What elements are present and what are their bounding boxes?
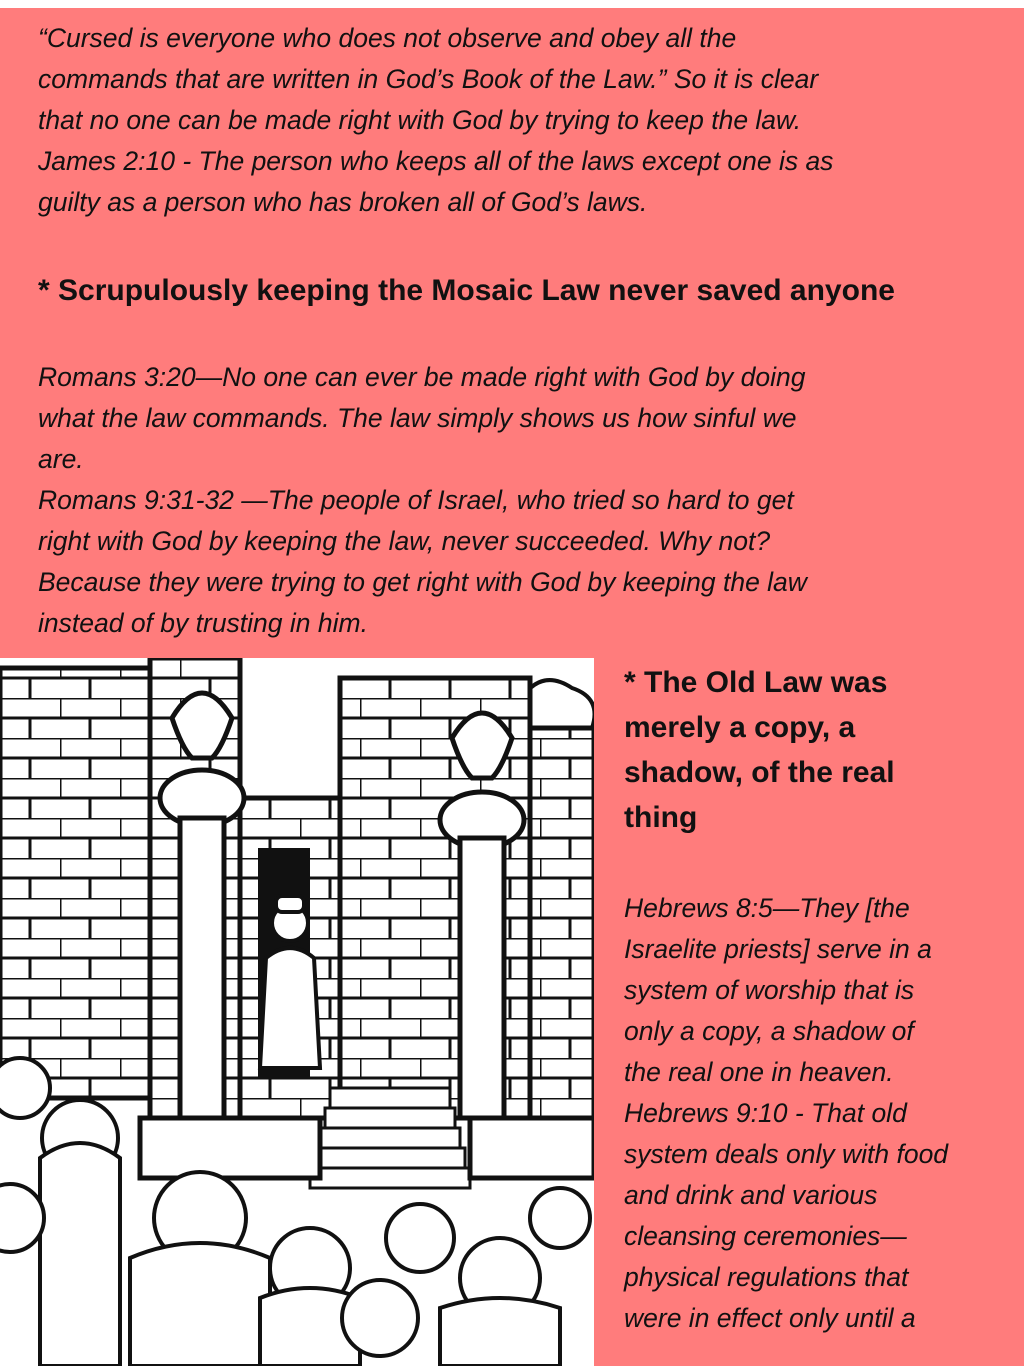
text-line: cleansing ceremonies— [624,1221,907,1251]
hebrews-paragraph [624,888,948,1339]
text-line: James 2:10 - The person who keeps all of the laws except one is as [38,146,834,176]
text-line: Romans 9:31-32 —The people of Israel, who tried so hard to get [38,485,794,515]
text-line: system of worship that is [624,975,915,1005]
text-line: physical regulations that [624,1262,909,1292]
text-line: instead of by trusting in him. [38,608,368,638]
old-law-heading [624,660,895,840]
text-line: what the law commands. The law simply shows us how sinful we [38,403,797,433]
text-line: system deals only with food [624,1139,949,1169]
text-line: and drink and various [624,1180,878,1210]
text-line: right with God by keeping the law, never succeeded. Why not? [38,526,771,556]
heading-line: merely a copy, a [624,711,856,744]
text-line: Because they were trying to get right with God by keeping the law [38,567,807,597]
heading-line: shadow, of the real [624,756,895,789]
text-line: “Cursed is everyone who does not observe and obey all the [38,23,737,53]
text-line: Israelite priests] serve in a [624,934,932,964]
romans-paragraph [38,357,807,644]
text-line: guilty as a person who has broken all of God’s laws. [38,187,648,217]
intro-paragraph [38,18,833,223]
text-line: that no one can be made right with God by trying to keep the law. [38,105,802,135]
temple-drawing [0,658,594,1366]
text-line: only a copy, a shadow of [624,1016,914,1046]
text-line: commands that are written in God’s Book of the Law.” So it is clear [38,64,819,94]
heading-line: thing [624,801,698,834]
text-line: Hebrews 8:5—They [the [624,893,910,923]
text-line: were in effect only until a [624,1303,916,1333]
text-line: Romans 3:20—No one can ever be made right with God by doing [38,362,806,392]
temple-illustration [0,658,594,1366]
heading-line: * The Old Law was [624,666,888,699]
text-line: Hebrews 9:10 - That old [624,1098,907,1128]
text-line: are. [38,444,84,474]
mosaic-law-heading: * Scrupulously keeping the Mosaic Law never saved anyone [38,274,895,307]
text-line: the real one in heaven. [624,1057,894,1087]
